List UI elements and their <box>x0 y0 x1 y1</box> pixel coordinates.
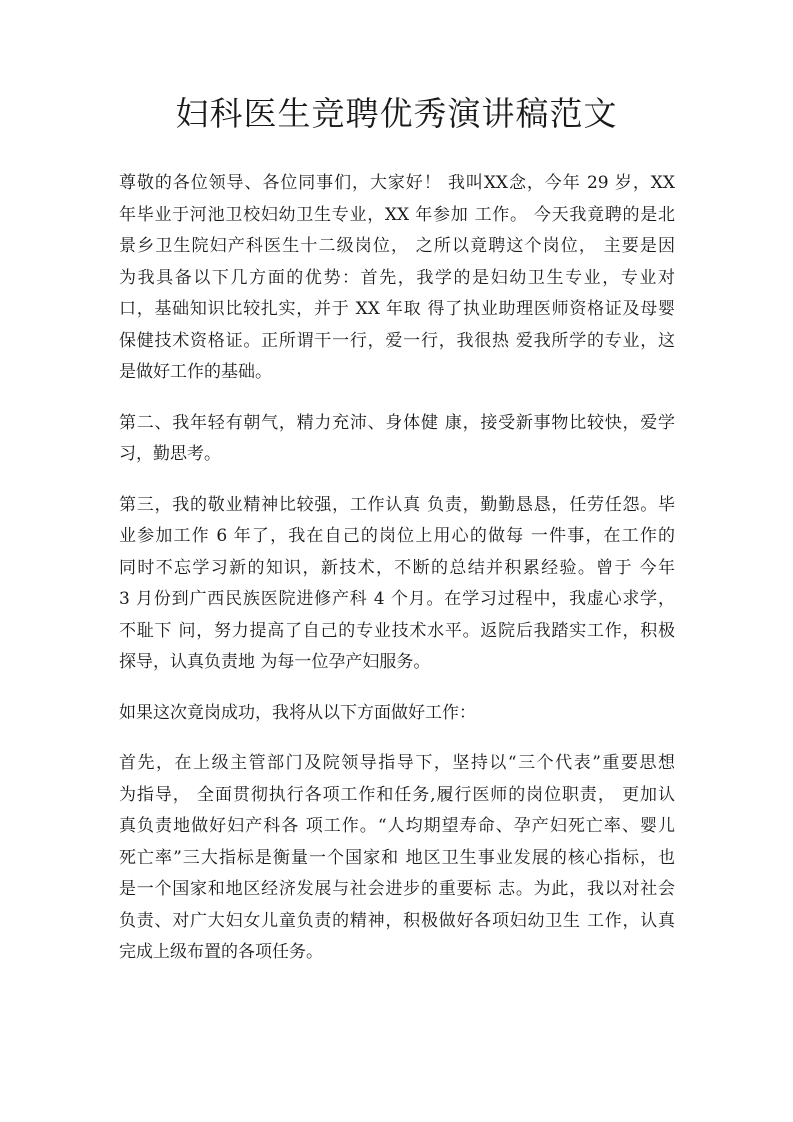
text-line: 业参加工作 6 年了，我在自己的岗位上用心的做每 一件事，在工作的 <box>119 526 675 546</box>
text-line: 为指导， 全面贯彻执行各项工作和任务,履行医师的岗位职责， 更加认 <box>119 784 675 805</box>
text-line: 探导，认真负责地 为每一位孕产妇服务。 <box>119 652 431 672</box>
paragraph-second <box>119 408 675 471</box>
text-line: 保健技术资格证。正所谓干一行，爱一行，我很热 爱我所学的专业，这 <box>119 330 675 351</box>
text-line: 首先，在上级主管部门及院领导指导下，坚持以“三个代表”重要思想 <box>119 753 675 773</box>
text-line: 是一个国家和地区经济发展与社会进步的重要标 志。为此，我以对社会 <box>119 879 675 899</box>
text-line: 第三，我的敬业精神比较强，工作认真 负责，勤勤恳恳，任劳任怨。毕 <box>119 494 675 515</box>
text-line: 第二、我年轻有朝气，精力充沛、身体健 康，接受新事物比较快，爱学 <box>119 412 675 433</box>
paragraph-intro <box>119 168 675 389</box>
paragraph-third <box>119 490 675 679</box>
text-line: 是做好工作的基础。 <box>119 362 272 382</box>
text-line: 死亡率”三大指标是衡量一个国家和 地区卫生事业发展的核心指标，也 <box>119 847 675 868</box>
paragraph-first-plan <box>119 748 675 969</box>
text-line: 真负责地做好妇产科各 项工作。“人均期望寿命、孕产妇死亡率、婴儿 <box>119 816 675 836</box>
text-line: 同时不忘学习新的知识，新技术，不断的总结并积累经验。曾于 今年 <box>119 557 675 578</box>
text-line: 3 月份到广西民族医院进修产科 4 个月。在学习过程中，我虚心求学， <box>119 589 675 609</box>
paragraph-transition <box>119 698 675 730</box>
text-line: 景乡卫生院妇产科医生十二级岗位， 之所以竟聘这个岗位， 主要是因 <box>119 236 675 256</box>
document-title: 妇科医生竞聘优秀演讲稿范文 <box>175 94 618 133</box>
text-line: 为我具备以下几方面的优势：首先，我学的是妇幼卫生专业，专业对 <box>119 267 675 288</box>
text-line: 完成上级布置的各项任务。 <box>119 942 323 962</box>
document-body <box>119 168 675 988</box>
text-line: 口，基础知识比较扎实，并于 XX 年取 得了执业助理医师资格证及母婴 <box>119 299 675 319</box>
text-line: 如果这次竟岗成功，我将从以下方面做好工作： <box>119 702 476 723</box>
text-line: 尊敬的各位领导、各位同事们，大家好！ 我叫XX念，今年 29 岁，XX <box>119 173 675 193</box>
text-line: 不耻下 问，努力提高了自己的专业技术水平。返院后我踏实工作，积极 <box>119 620 675 641</box>
text-line: 负责、对广大妇女儿童负责的精神，积极做好各项妇幼卫生 工作，认真 <box>119 910 675 931</box>
text-line: 习，勤思考。 <box>119 444 221 464</box>
text-line: 年毕业于河池卫校妇幼卫生专业，XX 年参加 工作。 今天我竟聘的是北 <box>119 204 675 225</box>
